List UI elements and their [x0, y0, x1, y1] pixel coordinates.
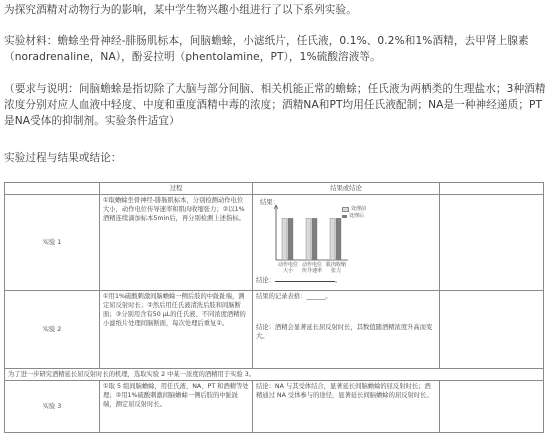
exp1-extra	[440, 195, 544, 291]
table-row-exp2	[5, 291, 544, 369]
chart-title: 结果：	[260, 199, 279, 206]
bar-after-1	[288, 218, 293, 260]
legend-label-before: 处理前	[351, 206, 367, 212]
legend-swatch-after	[342, 215, 347, 218]
exp3-process: ①取 5 组间脑蟾蜍，用任氏液、NA、PT 和酒精等处理；②用1%硫酸刺激间脑蟾蜍一侧后肢的中趾趾端，测定屈反射时长。	[100, 381, 253, 433]
table-header-extra	[440, 183, 544, 195]
x-tick-label-2: 动作电位传导速率	[301, 262, 322, 274]
intro-paragraph: 为探究酒精对动物行为的影响，某中学生物兴趣小组进行了以下系列实验。	[4, 4, 357, 16]
table-row-exp3	[5, 381, 544, 433]
legend-item-before	[342, 206, 366, 213]
legend-label-after: 处理后	[349, 213, 365, 219]
experiment-table	[4, 182, 544, 433]
exp1-label: 实验 1	[5, 195, 100, 291]
exp3-label: 实验 3	[5, 381, 100, 433]
table-header-row	[5, 183, 544, 195]
exp2-conclusion: 结论：酒精会显著延长屈反射时长，其数值随酒精浓度升高而变大。	[256, 324, 433, 340]
x-tick-label-3: 肌肉收缩张力	[325, 262, 346, 274]
requirements-paragraph: （要求与说明：间脑蟾蜍是指切除了大脑与部分间脑、相关机能正常的蟾蜍；任氏液为两栖类的生理盐水；3种酒精浓度分别对应人血液中轻度、中度和重度酒精中毒的浓度；酒精NA和PT均用任氏液配制；NA是一种神经递质；PT是NA受体的抑制剂。实验条件适宜）	[4, 83, 546, 127]
bar-after-3	[336, 218, 341, 260]
process-heading: 实验过程与结果或结论：	[4, 152, 122, 164]
bar-before-2	[306, 218, 311, 260]
bar-before-1	[282, 218, 287, 260]
bar-after-2	[312, 218, 317, 260]
exp1-result-cell	[253, 195, 440, 291]
bar-before-3	[330, 218, 335, 260]
exp2-result	[256, 292, 436, 301]
legend-item-after	[342, 213, 366, 220]
table-header-process: 过程	[100, 183, 253, 195]
exp1-conclusion-end: 。	[334, 277, 342, 284]
exp3-result: 结论：NA 与其受体结合，显著延长间脑蟾蜍的屈反射时长；酒精通过 NA 受体参与的途径，显著延长间脑蟾蜍的屈反射时长。	[253, 381, 440, 433]
exp2-label: 实验 2	[5, 291, 100, 369]
chart-legend	[342, 206, 366, 220]
x-tick-label-1: 动作电位大小	[277, 262, 298, 274]
table-row-bridge	[5, 369, 544, 381]
legend-swatch-before	[342, 207, 349, 212]
exp1-conclusion	[256, 276, 436, 285]
exp2-extra	[440, 291, 544, 369]
exp2-process: ①用1%硫酸刺激间脑蟾蜍一侧后肢的中趾趾端，测定屈反射时长；②然后用任氏液清洗后肢和间脑断面；③分别用含有50 μL的任氏液、不同浓度酒精的小滤纸片处理间脑断面，每次处理后重复①。	[100, 291, 253, 369]
materials-paragraph: 实验材料：蟾蜍坐骨神经-腓肠肌标本，间脑蟾蜍，小滤纸片，任氏液，0.1%、0.2%和1%酒精，去甲肾上腺素（noradrenaline，NA），酚妥拉明（phentolamine，PT），1%硫酸溶液等。	[4, 35, 529, 63]
table-header-blank	[5, 183, 100, 195]
table-header-result: 结果或结论	[253, 183, 440, 195]
exp1-conclusion-label: 结论：	[256, 277, 275, 284]
exp2-result-blank: ______	[306, 293, 326, 300]
exp1-process: ①取蟾蜍坐骨神经-腓肠肌标本，分别检测动作电位大小，动作电位传导速率和肌肉收缩张力；②以1%酒精连续滴加标本5min后，再分别检测上述指标。	[100, 195, 253, 291]
result-chart	[256, 198, 406, 274]
exp3-extra	[440, 381, 544, 433]
exp2-result-label: 结果的记录表格：	[256, 293, 307, 300]
exp2-result-cell	[253, 291, 440, 369]
bridge-text: 为了进一步研究酒精延长屈反射时长的机理，选取实验 2 中某一浓度的酒精用于实验 3。	[5, 369, 544, 381]
exp1-conclusion-blank	[275, 281, 335, 282]
table-row-exp1	[5, 195, 544, 291]
exp2-result-end: 。	[325, 293, 332, 300]
